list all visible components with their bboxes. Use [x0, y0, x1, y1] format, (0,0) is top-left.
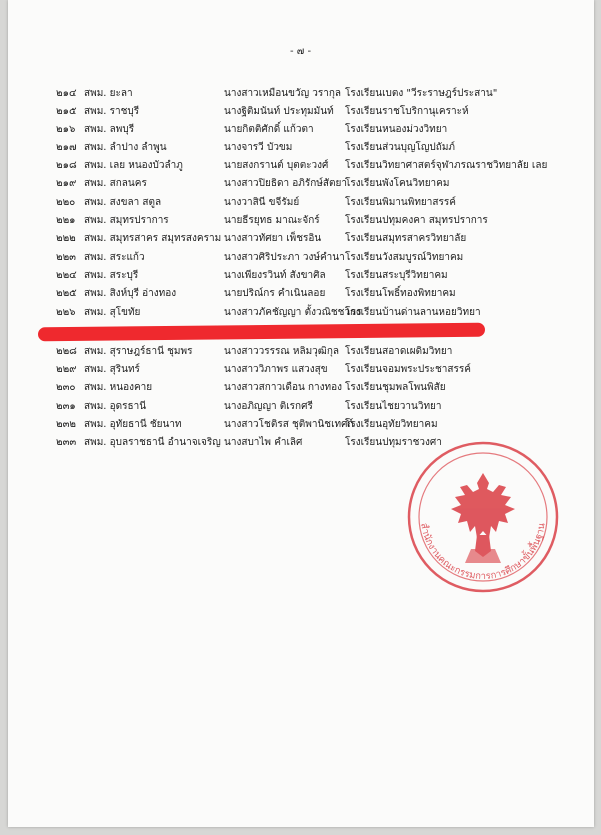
list-item	[0, 305, 601, 321]
person-name: นางสาวสกาวเดือน กางทอง	[224, 382, 343, 393]
list-item	[0, 104, 601, 120]
person-name: นายกิตติศักดิ์ แก้วตา	[224, 124, 314, 135]
item-number: ๒๒๕	[56, 288, 77, 299]
list-item	[0, 417, 601, 433]
person-name: นางจารวี บัวขม	[224, 142, 293, 153]
education-area: สพม. อุทัยธานี ชัยนาท	[84, 419, 182, 430]
person-name: นางสาวปิยธิดา อภิรักษ์สัตยา	[224, 178, 347, 189]
garuda-seal-stamp	[403, 437, 563, 597]
person-name: นางสบาไพ คำเลิศ	[224, 437, 303, 448]
item-number: ๒๒๙	[56, 364, 77, 375]
education-area: สพม. สุราษฎร์ธานี ชุมพร	[84, 346, 193, 357]
item-number: ๒๒๒	[56, 233, 76, 244]
school-name: โรงเรียนวังสมบูรณ์วิทยาคม	[345, 252, 464, 263]
page-number: - ๗ -	[289, 46, 312, 57]
school-name: โรงเรียนวิทยาศาสตร์จุฬาภรณราชวิทยาลัย เลย	[345, 160, 548, 171]
education-area: สพม. ลำปาง ลำพูน	[84, 142, 167, 153]
school-name: โรงเรียนไชยวานวิทยา	[345, 401, 442, 412]
item-number: ๒๒๐	[56, 197, 76, 208]
school-name: โรงเรียนเบตง "วีระราษฎร์ประสาน"	[345, 88, 498, 99]
person-name: นายสงกรานต์ บุตตะวงศ์	[224, 160, 329, 171]
education-area: สพม. ยะลา	[84, 88, 133, 99]
item-number: ๒๑๖	[56, 124, 76, 135]
person-name: นางฐิติมนันท์ ประทุมมันท์	[224, 106, 334, 117]
item-number: ๒๓๓	[56, 437, 77, 448]
school-name: โรงเรียนโพธิ์ทองพิทยาคม	[345, 288, 456, 299]
list-item	[0, 268, 601, 284]
person-name: นายปริณ์กร คำเนินลอย	[224, 288, 326, 299]
education-area: สพม. อุดรธานี	[84, 401, 147, 412]
list-item	[0, 213, 601, 229]
person-name: นางสาววรรรณ หลิมวุฒิกุล	[224, 346, 339, 357]
item-number: ๒๓๑	[56, 401, 76, 412]
item-number: ๒๒๑	[56, 215, 76, 226]
item-number: ๒๑๗	[56, 142, 77, 153]
education-area: สพม. สมุทรสาคร สมุทรสงคราม	[84, 233, 222, 244]
person-name: นางอภิญญา ติเรกศรี	[224, 401, 313, 412]
person-name: นางวาสินี ขจีรัมย์	[224, 197, 300, 208]
person-name: นายธีรยุทธ มาณะจักร์	[224, 215, 320, 226]
item-number: ๒๓๐	[56, 382, 76, 393]
education-area: สพม. สุโขทัย	[84, 307, 141, 318]
school-name: โรงเรียนชุมพลโพนพิสัย	[345, 382, 446, 393]
item-number: ๒๑๙	[56, 178, 77, 189]
education-area: สพม. ราชบุรี	[84, 106, 140, 117]
person-name: นางสาวเหมือนขวัญ วรากุล	[224, 88, 342, 99]
list-item	[0, 362, 601, 378]
school-name: โรงเรียนสอาดเผดิมวิทยา	[345, 346, 453, 357]
education-area: สพม. สุรินทร์	[84, 364, 140, 375]
person-name: นางสาวภัคชัญญา ตั้งวณิชชวกร	[224, 307, 362, 318]
school-name: โรงเรียนพิมานพิทยาสรรค์	[345, 197, 456, 208]
seal-text: สำนักงานคณะกรรมการการศึกษาขั้นพื้นฐาน	[418, 522, 548, 583]
education-area: สพม. สระบุรี	[84, 270, 139, 281]
school-name: โรงเรียนหนองม่วงวิทยา	[345, 124, 448, 135]
list-item	[0, 344, 601, 360]
list-item	[0, 231, 601, 247]
list-item	[0, 195, 601, 211]
school-name: โรงเรียนจอมพระประชาสรรค์	[345, 364, 471, 375]
education-area: สพม. อุบลราชธานี อำนาจเจริญ	[84, 437, 221, 448]
school-name: โรงเรียนบ้านด่านลานหอยวิทยา	[345, 307, 481, 318]
school-name: โรงเรียนปทุมราชวงศา	[345, 437, 442, 448]
garuda-emblem-icon	[451, 473, 515, 563]
item-number: ๒๒๔	[56, 270, 77, 281]
list-item	[0, 140, 601, 156]
school-name: โรงเรียนพังโคนวิทยาคม	[345, 178, 450, 189]
item-number: ๒๒๖	[56, 307, 76, 318]
school-name: โรงเรียนส่วนบุญโญปถัมภ์	[345, 142, 456, 153]
list-item	[0, 286, 601, 302]
person-name: นางสาววิภาพร แสวงสุข	[224, 364, 328, 375]
item-number: ๒๒๘	[56, 346, 77, 357]
person-name: นางสาวศิริประภา วงษ์คำนา	[224, 252, 345, 263]
item-number: ๒๓๒	[56, 419, 77, 430]
item-number: ๒๑๔	[56, 88, 77, 99]
school-name: โรงเรียนราชโบริกานุเคราะห์	[345, 106, 469, 117]
person-name: นางสาวโชติรส ชุติพานิชเทศก์	[224, 419, 354, 430]
list-item	[0, 86, 601, 102]
item-number: ๒๒๓	[56, 252, 77, 263]
item-number: ๒๑๘	[56, 160, 77, 171]
list-item	[0, 176, 601, 192]
person-name: นางสาวทัศยา เพ็ชรอิน	[224, 233, 322, 244]
education-area: สพม. สงขลา สตูล	[84, 197, 162, 208]
item-number: ๒๑๕	[56, 106, 77, 117]
education-area: สพม. หนองคาย	[84, 382, 153, 393]
list-item	[0, 250, 601, 266]
education-area: สพม. สมุทรปราการ	[84, 215, 169, 226]
list-item	[0, 380, 601, 396]
school-name: โรงเรียนสระบุรีวิทยาคม	[345, 270, 448, 281]
school-name: โรงเรียนสมุทรสาครวิทยาลัย	[345, 233, 467, 244]
school-name: โรงเรียนปทุมคงคา สมุทรปราการ	[345, 215, 488, 226]
school-name: โรงเรียนอุทัยวิทยาคม	[345, 419, 438, 430]
education-area: สพม. สกลนคร	[84, 178, 147, 189]
education-area: สพม. ลพบุรี	[84, 124, 135, 135]
education-area: สพม. สิงห์บุรี อ่างทอง	[84, 288, 177, 299]
list-item	[0, 158, 601, 174]
list-item	[0, 399, 601, 415]
education-area: สพม. สระแก้ว	[84, 252, 145, 263]
education-area: สพม. เลย หนองบัวลำภู	[84, 160, 183, 171]
list-item	[0, 122, 601, 138]
person-name: นางเพียงรวินท์ สังขาศิล	[224, 270, 326, 281]
